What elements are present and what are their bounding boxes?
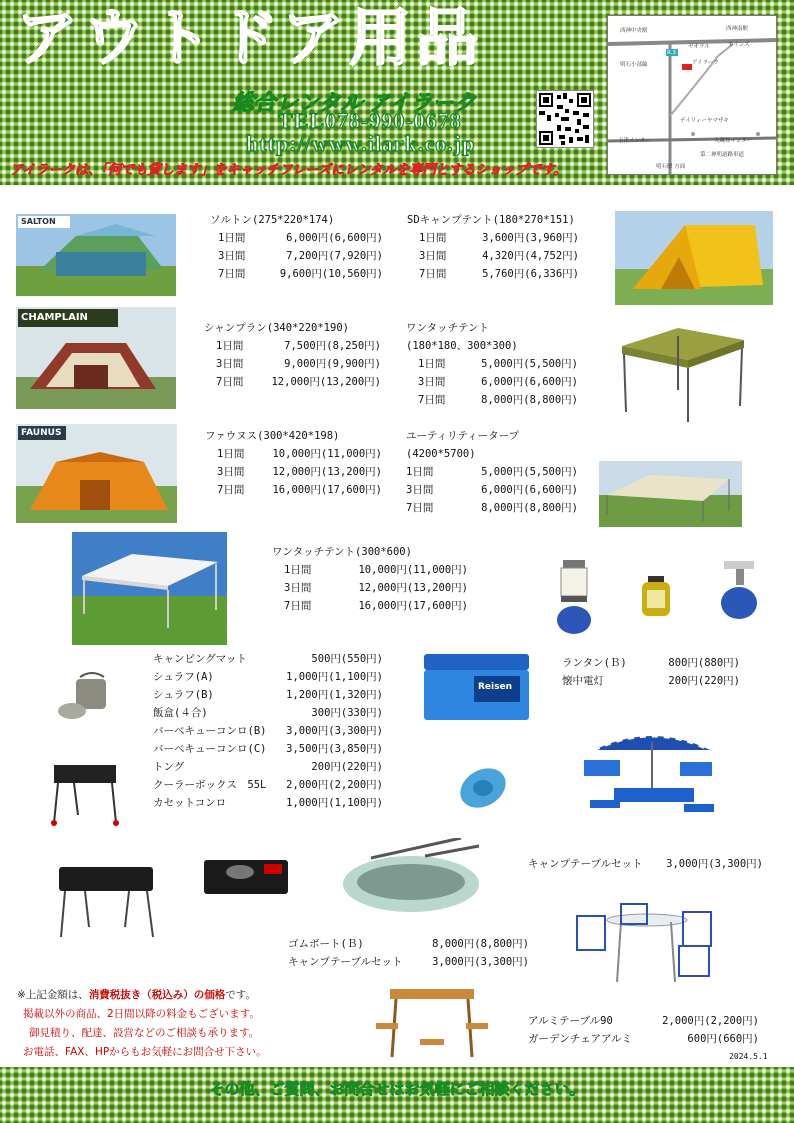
list-item [153,722,383,740]
map-label: ヤオラル [688,44,710,50]
lights-list [562,654,740,690]
list-item [153,758,383,776]
qr-code[interactable] [536,90,594,148]
rate-duration: 1日間 [418,358,446,370]
list-item [153,794,383,812]
rate-price: 5,000円(5,500円) [481,466,578,478]
rate-duration: 3日間 [419,250,447,262]
map-label: アイラーク [692,60,720,66]
rate-price: 12,000円(13,200円) [272,466,382,478]
product-one-touch-tent [406,319,578,409]
item-name: 飯盒(４合) [153,707,208,719]
rate-price: 8,000円(8,800円) [481,394,578,406]
rate-duration: 3日間 [418,376,446,388]
note-emphasis: 消費税抜き（税込み）の価格 [88,989,226,1001]
rate-price: 7,500円(8,250円) [284,340,381,352]
lantern-image [549,556,599,636]
product-name: ソルトン(275*220*174) [210,214,335,226]
rate-duration: 1日間 [216,340,244,352]
product-name: ファウヌス(300*420*198) [205,430,340,442]
item-price: 300円(330円) [311,707,383,719]
bbq-grill-small-image [48,761,123,829]
item-price: 3,000円(3,300円) [432,956,529,968]
camp-stove-image [714,557,764,623]
list-item [562,654,740,672]
brand-label: CHAMPLAIN [21,312,88,323]
rate-price: 9,600円(10,560円) [279,268,383,280]
rate-price: 3,600円(3,960円) [482,232,579,244]
product-name: ワンタッチテント(300*600) [272,546,412,558]
map-label: 大蔵谷インター [714,138,753,144]
item-name: アルミテーブル90 [528,1015,613,1027]
large-one-touch-tent-image [72,532,227,645]
item-price: 2,000円(2,200円) [286,779,383,791]
list-item [288,935,529,953]
item-name: バーベキューコンロ(C) [153,743,267,755]
rate-duration: 1日間 [217,448,245,460]
list-item [288,953,529,971]
item-price: 2,000円(2,200円) [662,1015,759,1027]
item-price: 8,000円(8,800円) [432,938,529,950]
rate-price: 12,000円(13,200円) [271,376,381,388]
rate-price: 10,000円(11,000円) [358,564,468,576]
item-price: 200円(220円) [311,761,383,773]
slogan: アイラークは、「何でも貸します」をキャッチフレーズにレンタルを専門とするショップです。 [10,162,567,177]
rate-duration: 3日間 [218,250,246,262]
item-name: トング [153,761,185,773]
item-name: カセットコンロ [153,797,227,809]
rate-duration: 1日間 [419,232,447,244]
list-item [528,855,763,873]
flashlight-lantern-image [638,574,674,622]
rubber-boat-image [341,838,485,918]
rate-duration: 7日間 [217,484,245,496]
item-name: ガーデンチェアアルミ [528,1033,633,1045]
product-large-one-touch-tent [272,543,468,615]
product-name: ユーティリティータープ [406,430,520,442]
champlain-tent-image [16,307,176,409]
rate-duration: 7日間 [218,268,246,280]
item-price: 600円(660円) [687,1033,759,1045]
rate-duration: 3日間 [217,466,245,478]
rate-duration: 3日間 [216,358,244,370]
cooking-pot-image [50,671,118,723]
map-label: 第二神明道路車道 [700,152,745,158]
product-champlain [204,319,381,391]
item-name: ゴムボート(Ｂ) [288,938,364,950]
rate-duration: 1日間 [218,232,246,244]
product-salton [210,211,383,283]
item-price: 3,000円(3,300円) [286,725,383,737]
header-banner [0,0,794,185]
note-line: 御見積り、配達、設営などのご相談も承ります。 [29,1027,260,1039]
issue-date: 2024.5.1 [729,1052,768,1061]
map-label: 明石小部線 [620,62,648,68]
bbq-grill-large-image [55,863,160,941]
map-label: 西神中央駅 [620,28,648,34]
rate-duration: 3日間 [406,484,434,496]
item-price: 1,000円(1,100円) [286,671,383,683]
product-size: (4200*5700) [406,448,476,460]
note-text: ※上記金額は、 [17,989,89,1001]
item-price: 3,000円(3,300円) [666,858,763,870]
item-price: 3,500円(3,850円) [286,743,383,755]
rate-price: 7,200円(7,920円) [286,250,383,262]
page-title: アウトドア用品 [16,5,484,73]
item-name: シュラフ(A) [153,671,214,683]
product-faunus [205,427,382,499]
rate-duration: 1日間 [284,564,312,576]
rate-price: 4,320円(4,752円) [482,250,579,262]
rate-duration: 7日間 [284,600,312,612]
list-item [153,668,383,686]
item-price: 1,200円(1,320円) [286,689,383,701]
rate-price: 6,000円(6,600円) [481,484,578,496]
list-item [153,776,383,794]
map-label: 玉津インター [618,138,651,144]
brand-label: FAUNUS [21,428,62,438]
rate-duration: 7日間 [419,268,447,280]
map-label: 明石駅 方面 [656,164,686,170]
shop-name: 総合レンタル アイラーク [232,90,477,115]
rate-duration: 1日間 [406,466,434,478]
footer-banner [0,1067,794,1123]
rate-price: 12,000円(13,200円) [358,582,468,594]
boat-list [288,935,529,971]
product-name: シャンプラン(340*220*190) [204,322,349,334]
camp-table-set-price [528,855,763,873]
product-utility-tarp [406,427,578,517]
item-name: キャンプテーブルセット [528,858,643,870]
access-map[interactable] [607,15,777,175]
utility-tarp-image [599,461,742,527]
notes [17,986,267,1062]
map-label: デイリィーヤマザキ [680,118,729,124]
aluminum-table-chairs-image [571,902,719,992]
product-name: ワンタッチテント [406,322,490,334]
cooler-box-image [420,652,533,722]
rate-price: 6,000円(6,600円) [481,376,578,388]
sleeping-bag-image [448,760,518,815]
item-name: ランタン(Ｂ) [562,657,627,669]
rate-duration: 3日間 [284,582,312,594]
list-item [153,740,383,758]
cassette-stove-image [200,852,293,899]
rate-price: 6,000円(6,600円) [286,232,383,244]
camp-table-set-image [584,728,720,834]
product-sd-camp-tent [407,211,579,283]
one-touch-tent-image [618,320,748,425]
item-name: シュラフ(B) [153,689,214,701]
rate-price: 16,000円(17,600円) [272,484,382,496]
item-name: クーラーボックス 55L [153,779,267,791]
brand-label: SALTON [21,217,56,226]
rate-price: 5,760円(6,336円) [482,268,579,280]
rate-price: 5,000円(5,500円) [481,358,578,370]
brand-label: Reisen [478,682,512,692]
website-link[interactable]: http://www.ilark.co.jp [246,131,476,156]
item-price: 200円(220円) [668,675,740,687]
map-label: カインズ [728,42,750,48]
sd-camp-tent-image [615,211,773,305]
rate-duration: 7日間 [418,394,446,406]
aluminum-list [528,1012,759,1048]
list-item [153,686,383,704]
list-item [153,650,383,668]
item-price: 800円(880円) [668,657,740,669]
rate-price: 16,000円(17,600円) [358,600,468,612]
item-price: 500円(550円) [311,653,383,665]
list-item [528,1030,759,1048]
list-item [562,672,740,690]
footer-text: その他、ご質問、お問合せはお気軽にご相談ください。 [209,1081,585,1098]
rate-price: 9,000円(9,900円) [284,358,381,370]
item-price: 1,000円(1,100円) [286,797,383,809]
salton-tent-image [16,214,176,296]
rate-duration: 7日間 [406,502,434,514]
rate-duration: 7日間 [216,376,244,388]
rate-price: 10,000円(11,000円) [272,448,382,460]
note-line: お電話、FAX、HPからもお気軽にお問合せ下さい。 [23,1046,267,1058]
note-line: 掲載以外の商品、2日間以降の料金もございます。 [23,1008,260,1020]
item-name: 懐中電灯 [562,675,604,687]
item-name: キャンピングマット [153,653,247,665]
item-name: キャンプテーブルセット [288,956,403,968]
map-label: R.3 [667,50,676,56]
item-name: バーベキューコンロ(B) [153,725,267,737]
product-name: SDキャンプテント(180*270*151) [407,214,575,226]
list-item [153,704,383,722]
note-text: です。 [225,989,256,1001]
product-size: (180*180、300*300) [406,340,518,352]
phone-number[interactable]: TEL078-990-0678 [278,108,462,133]
faunus-tent-image [16,424,177,523]
rate-price: 8,000円(8,800円) [481,502,578,514]
wooden-table-set-image [370,983,494,1065]
misc-list [153,650,383,812]
list-item [528,1012,759,1030]
map-label: 西神南駅 [726,26,749,32]
